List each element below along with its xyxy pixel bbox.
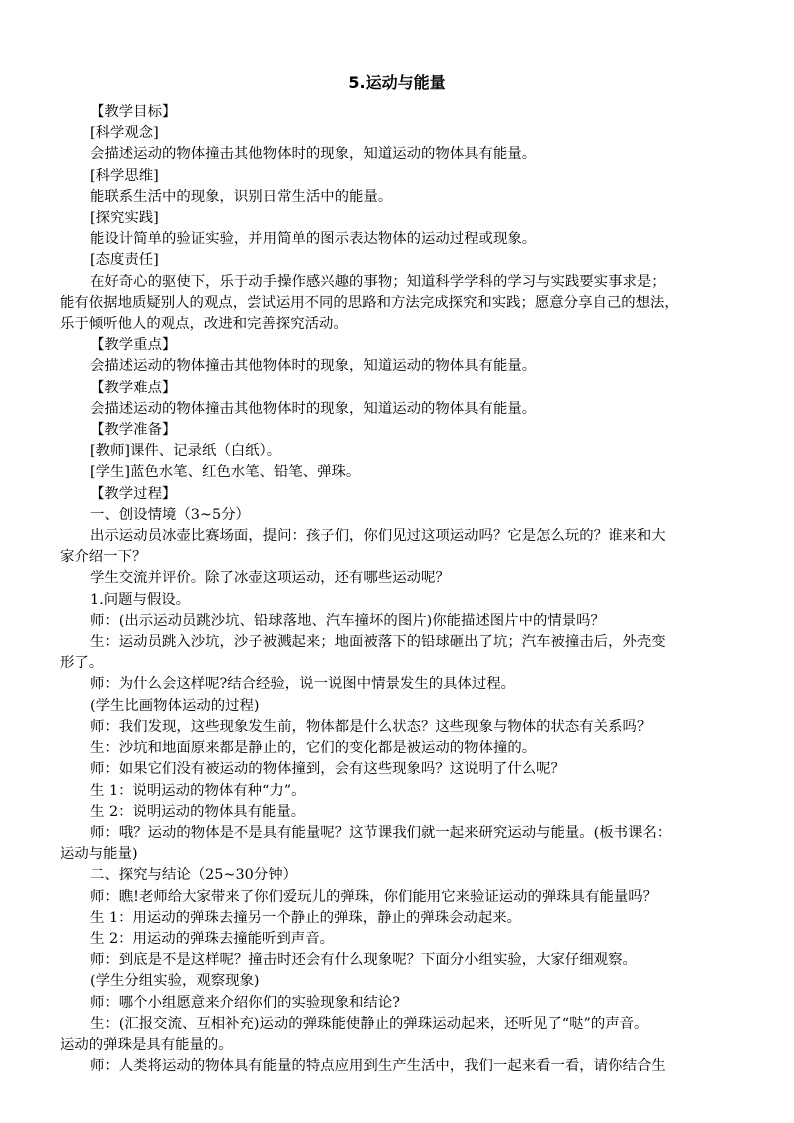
paragraph: 学生交流并评价。除了冰壶这项运动，还有哪些运动呢？	[90, 570, 450, 587]
dialogue-line: 生 1：说明运动的物体有种“力”。	[90, 782, 306, 799]
paragraph: 出示运动员冰壶比赛场面，提问：孩子们，你们见过这项运动吗？它是怎么玩的？谁来和大	[90, 528, 666, 545]
dialogue-line: 生：(汇报交流、互相补充)运动的弹珠能使静止的弹珠运动起来，还听见了“哒”的声音。	[90, 1015, 649, 1032]
dialogue-line: 师：到底是不是这样呢？撞击时还会有什么现象呢？下面分小组实验，大家仔细观察。	[90, 952, 637, 969]
dialogue-line: 生 2：说明运动的物体具有能量。	[90, 803, 306, 820]
subsection-label: [态度责任]	[90, 252, 159, 269]
section-heading: 【教学准备】	[90, 422, 177, 439]
dialogue-line: 师：我们发现，这些现象发生前，物体都是什么状态？这些现象与物体的状态有关系吗？	[90, 718, 652, 735]
paragraph-continuation: 乐于倾听他人的观点，改进和完善探究活动。	[60, 316, 348, 333]
subsection-label: [探究实践]	[90, 210, 159, 227]
dialogue-line: 师：哦？运动的物体是不是具有能量呢？这节课我们就一起来研究运动与能量。(板书课名：	[90, 824, 672, 841]
section-heading: 【教学目标】	[90, 104, 177, 120]
dialogue-line: 师：(出示运动员跳沙坑、铅球落地、汽车撞坏的图片)你能描述图片中的情景吗？	[90, 612, 605, 629]
section-heading: 【教学过程】	[90, 485, 177, 502]
dialogue-line: 师：如果它们没有被运动的物体撞到，会有这些现象吗？这说明了什么呢？	[90, 761, 565, 778]
dialogue-line: 师：哪个小组愿意来介绍你们的实验现象和结论?	[90, 994, 400, 1011]
document-title: 5.运动与能量	[348, 73, 446, 92]
dialogue-line: 生 2：用运动的弹珠去撞能听到声音。	[90, 930, 334, 947]
step-heading: 一、创设情境（3~5分）	[90, 506, 250, 523]
paragraph-continuation: 运动与能量)	[60, 846, 138, 863]
dialogue-line: 生 1：用运动的弹珠去撞另一个静止的弹珠，静止的弹珠会动起来。	[90, 909, 522, 926]
subsection-label: [科学观念]	[90, 125, 159, 142]
step-heading: 二、探究与结论（25~30分钟）	[90, 867, 297, 884]
paragraph: 能联系生活中的现象，识别日常生活中的能量。	[90, 188, 393, 205]
paragraph-continuation: 运动的弹珠是具有能量的。	[60, 1036, 233, 1053]
paragraph: [学生]蓝色水笔、红色水笔、铅笔、弹珠。	[90, 464, 361, 481]
paragraph: 会描述运动的物体撞击其他物体时的现象，知道运动的物体具有能量。	[90, 358, 537, 375]
document-body	[60, 102, 738, 1077]
dialogue-line: 生：运动员跳入沙坑，沙子被溅起来；地面被落下的铅球砸出了坑；汽车被撞击后，外壳变	[90, 634, 666, 651]
section-heading: 【教学重点】	[90, 337, 177, 354]
dialogue-line: 生：沙坑和地面原来都是静止的，它们的变化都是被运动的物体撞的。	[90, 740, 537, 757]
paragraph: 会描述运动的物体撞击其他物体时的现象，知道运动的物体具有能量。	[90, 400, 537, 417]
paragraph: 在好奇心的驱使下，乐于动手操作感兴趣的事物；知道科学学科的学习与实践要实事求是；	[90, 273, 666, 290]
paragraph: [教师]课件、记录纸（白纸）。	[90, 443, 282, 460]
paragraph-continuation: 家介绍一下？	[60, 549, 147, 566]
dialogue-line: 师：人类将运动的物体具有能量的特点应用到生产生活中，我们一起来看一看，请你结合生	[90, 1058, 666, 1075]
paragraph-continuation: 形了。	[60, 655, 104, 672]
dialogue-line: (学生分组实验，观察现象)	[90, 973, 260, 990]
section-heading: 【教学难点】	[90, 379, 177, 396]
paragraph: 能设计简单的验证实验，并用简单的图示表达物体的运动过程或现象。	[90, 231, 537, 248]
paragraph: 会描述运动的物体撞击其他物体时的现象，知道运动的物体具有能量。	[90, 146, 537, 163]
dialogue-line: (学生比画物体运动的过程)	[90, 697, 260, 714]
step-heading: 1.问题与假设。	[90, 591, 191, 608]
dialogue-line: 师：瞧!老师给大家带来了你们爱玩儿的弹珠，你们能用它来验证运动的弹珠具有能量吗？	[90, 888, 658, 905]
paragraph-continuation: 能有依据地质疑别人的观点，尝试运用不同的思路和方法完成探究和实践；愿意分享自己的想法，	[60, 294, 679, 311]
dialogue-line: 师：为什么会这样呢?结合经验，说一说图中情景发生的具体过程。	[90, 676, 516, 693]
subsection-label: [科学思维]	[90, 167, 159, 184]
